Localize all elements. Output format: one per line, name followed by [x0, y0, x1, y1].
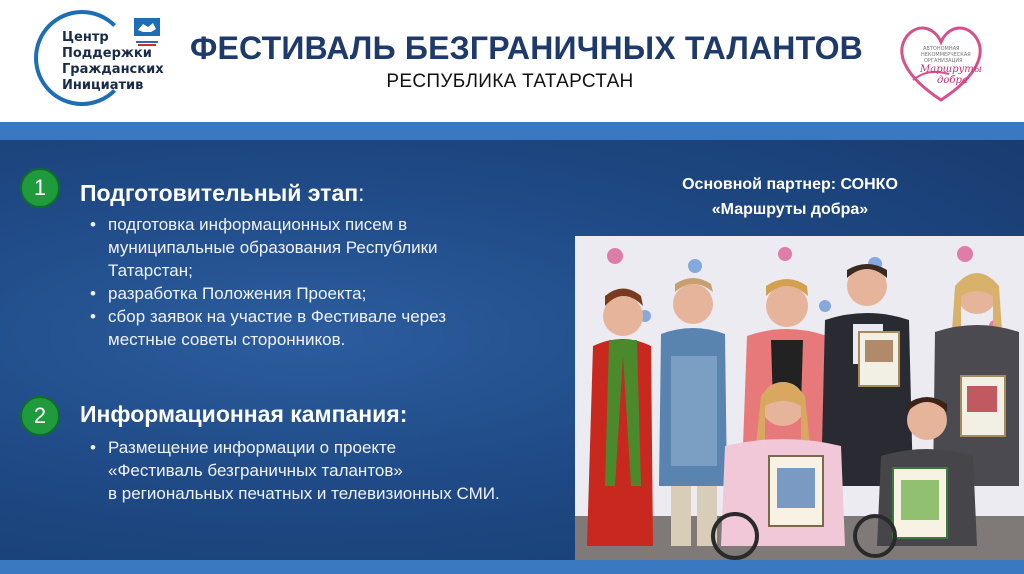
step-title — [80, 180, 365, 207]
step-title — [80, 401, 407, 428]
info-line: «Фестиваль безграничных талантов» — [108, 461, 403, 480]
partner-line: Основной партнер: СОНКО — [682, 176, 898, 193]
org-logo-line: Гражданских — [62, 62, 164, 77]
step-lines — [90, 436, 500, 505]
bullet-line: • сбор заявок на участие в Фестивале через — [108, 307, 447, 326]
bullet-item — [90, 282, 446, 305]
info-line: в региональных печатных и телевизионных СМИ. — [108, 484, 500, 503]
step-title-bold: Подготовительный этап — [80, 180, 359, 206]
step-title-bold: Информационная кампания — [80, 401, 400, 427]
bullet-line: • разработка Положения Проекта; — [108, 284, 367, 303]
step-title-tail: : — [358, 180, 365, 206]
bullet-item — [90, 305, 446, 351]
bullet-item — [90, 213, 446, 282]
title-block — [190, 30, 863, 93]
step-2 — [20, 396, 580, 516]
org-logo — [34, 10, 184, 110]
partner-line: «Маршруты добра» — [711, 201, 869, 218]
step-1 — [20, 168, 580, 378]
svg-text:Маршруты: Маршруты — [920, 64, 982, 75]
partner-caption — [590, 172, 990, 222]
step-bullets — [90, 213, 446, 351]
bullet-line: муниципальные образования Республики — [108, 238, 438, 257]
bullet-line: • подготовка информационных писем в — [108, 215, 408, 234]
step-number-badge: 2 — [20, 396, 60, 436]
info-line: • Размещение информации о проекте — [90, 436, 500, 459]
org-logo-line: Поддержки — [62, 46, 152, 61]
org-logo-line: Центр — [62, 30, 109, 45]
top-stripe — [0, 122, 1024, 140]
org-logo-text — [62, 30, 192, 94]
svg-text:добра: добра — [937, 75, 968, 86]
bullet-line: местные советы сторонников. — [108, 330, 346, 349]
bullet-line: Татарстан; — [108, 261, 193, 280]
svg-text:НЕКОММЕРЧЕСКАЯ: НЕКОММЕРЧЕСКАЯ — [921, 52, 971, 58]
group-photo — [575, 236, 1024, 560]
step-title-tail: : — [399, 401, 408, 427]
bottom-stripe — [0, 560, 1024, 574]
page-title: ФЕСТИВАЛЬ БЕЗГРАНИЧНЫХ ТАЛАНТОВ — [190, 30, 863, 66]
org-logo-line: Инициатив — [62, 78, 144, 93]
group-photo-icon — [575, 236, 1024, 560]
svg-text:АВТОНОМНАЯ: АВТОНОМНАЯ — [923, 46, 960, 52]
step-number-badge: 1 — [20, 168, 60, 208]
page-subtitle: РЕСПУБЛИКА ТАТАРСТАН — [386, 71, 634, 92]
header — [0, 0, 1024, 122]
marshruty-dobra-logo-icon — [893, 20, 989, 106]
svg-text:ОРГАНИЗАЦИЯ: ОРГАНИЗАЦИЯ — [924, 58, 963, 64]
